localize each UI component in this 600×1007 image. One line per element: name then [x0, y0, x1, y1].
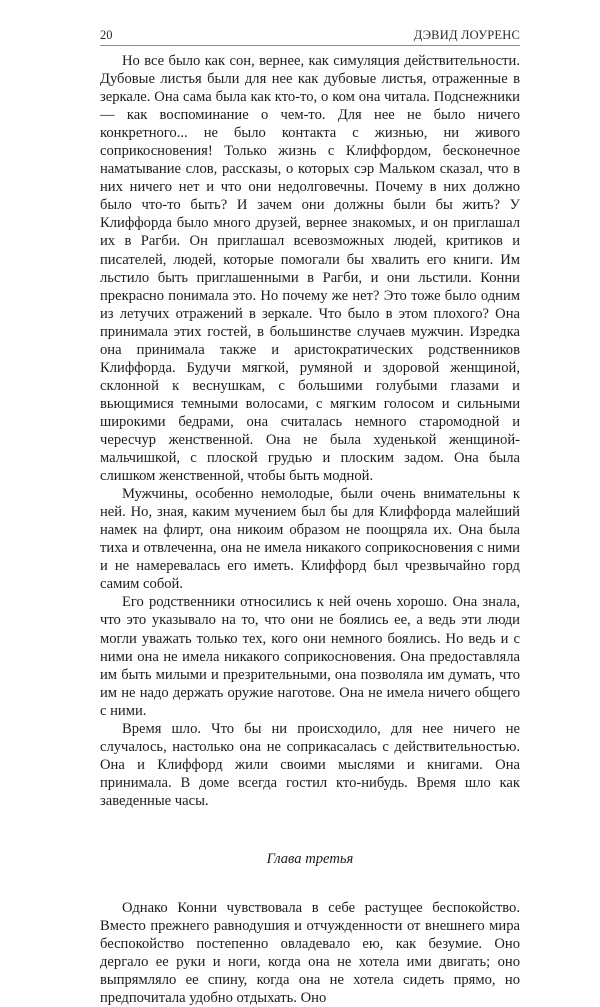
paragraph: Мужчины, особенно немолодые, были очень внимательны к ней. Но, зная, каким мучением был бы для Клиффорда малейший намек на флирт, она никоим образом не поощряла их. Она была тиха и отвлеченна, она не имела никакого соприкосновения с ними и не намеревалась его иметь. Клиффорд был чрезвычайно горд самим собой. — [100, 486, 520, 593]
page-number: 20 — [100, 28, 113, 42]
running-head-author: ДЭВИД ЛОУРЕНС — [413, 28, 520, 42]
paragraph: Но все было как сон, вернее, как симуляция действительности. Дубовые листья были для нее как дубовые листья, отраженные в зеркале. Она сама была как кто-то, о ком она читала. Подснежники — как воспоминание о чем-то. Для нее не было ничего конкретного... не было контакта с жизнью, ни живого соприкосновения! Только жизнь с Клиффордом, бесконечное наматывание слов, рассказы, о которых сэр Мальком сказал, что в них ничего нет и что они недолговечны. Почему в них должно было что-то быть? И зачем они должны были бы жить? У Клиффорда было много друзей, вернее знакомых, и он приглашал их в Рагби. Он приглашал всевозможных людей, критиков и писателей, людей, которые помогали бы хвалить его книги. Им льстило быть приглашенными в Рагби, и они льстили. Конни прекрасно понимала это. Но почему же нет? Это тоже было одним из летучих отражений в зеркале. Что было в этом плохого? Она принимала этих гостей, в большинстве случаев мужчин. Изредка она принимала также и аристократических родственников Клиффорда. Будучи мягкой, румяной и здоровой женщиной, склонной к веснушкам, с большими голубыми глазами и вьющимися темными волосами, с мягким голосом и сильными широкими бедрами, она считалась немного старомодной и чересчур женственной. Она не была худенькой женщиной-мальчишкой, с плоской грудью и плоским задом. Она была слишком женственной, чтобы быть модной. — [100, 53, 520, 485]
book-page — [100, 28, 520, 1007]
chapter-title: Глава третья — [266, 850, 354, 867]
body-text — [100, 52, 520, 1007]
paragraph: Время шло. Что бы ни происходило, для нее ничего не случалось, настолько она не соприкасалась с действительностью. Она и Клиффорд жили своими мыслями и книгами. Она принимала. В доме всегда гостил кто-нибудь. Время шло как заведенные часы. — [100, 720, 520, 809]
paragraph: Однако Конни чувствовала в себе растущее беспокойство. Вместо прежнего равнодушия и отчужденности от внешнего мира беспокойство постепенно овладевало ею, как безумие. Оно дергало ее руки и ноги, когда она не хотела ими двигать; оно выпрямляло ее спину, когда она не хотела сидеть прямо, но предпочитала удобно отдыхать. Оно — [100, 899, 520, 1007]
paragraph: Его родственники относились к ней очень хорошо. Она знала, что это указывало на то, что они не боялись ее, а ведь эти люди могли уважать только тех, кого они немного боялись. Но ведь и с ними она не имела никакого соприкосновения. Она предоставляла им быть милыми и презрительными, она позволяла им думать, что им не надо держать оружие наготове. Она не имела ничего общего с ними. — [100, 594, 520, 719]
running-head — [100, 28, 520, 46]
